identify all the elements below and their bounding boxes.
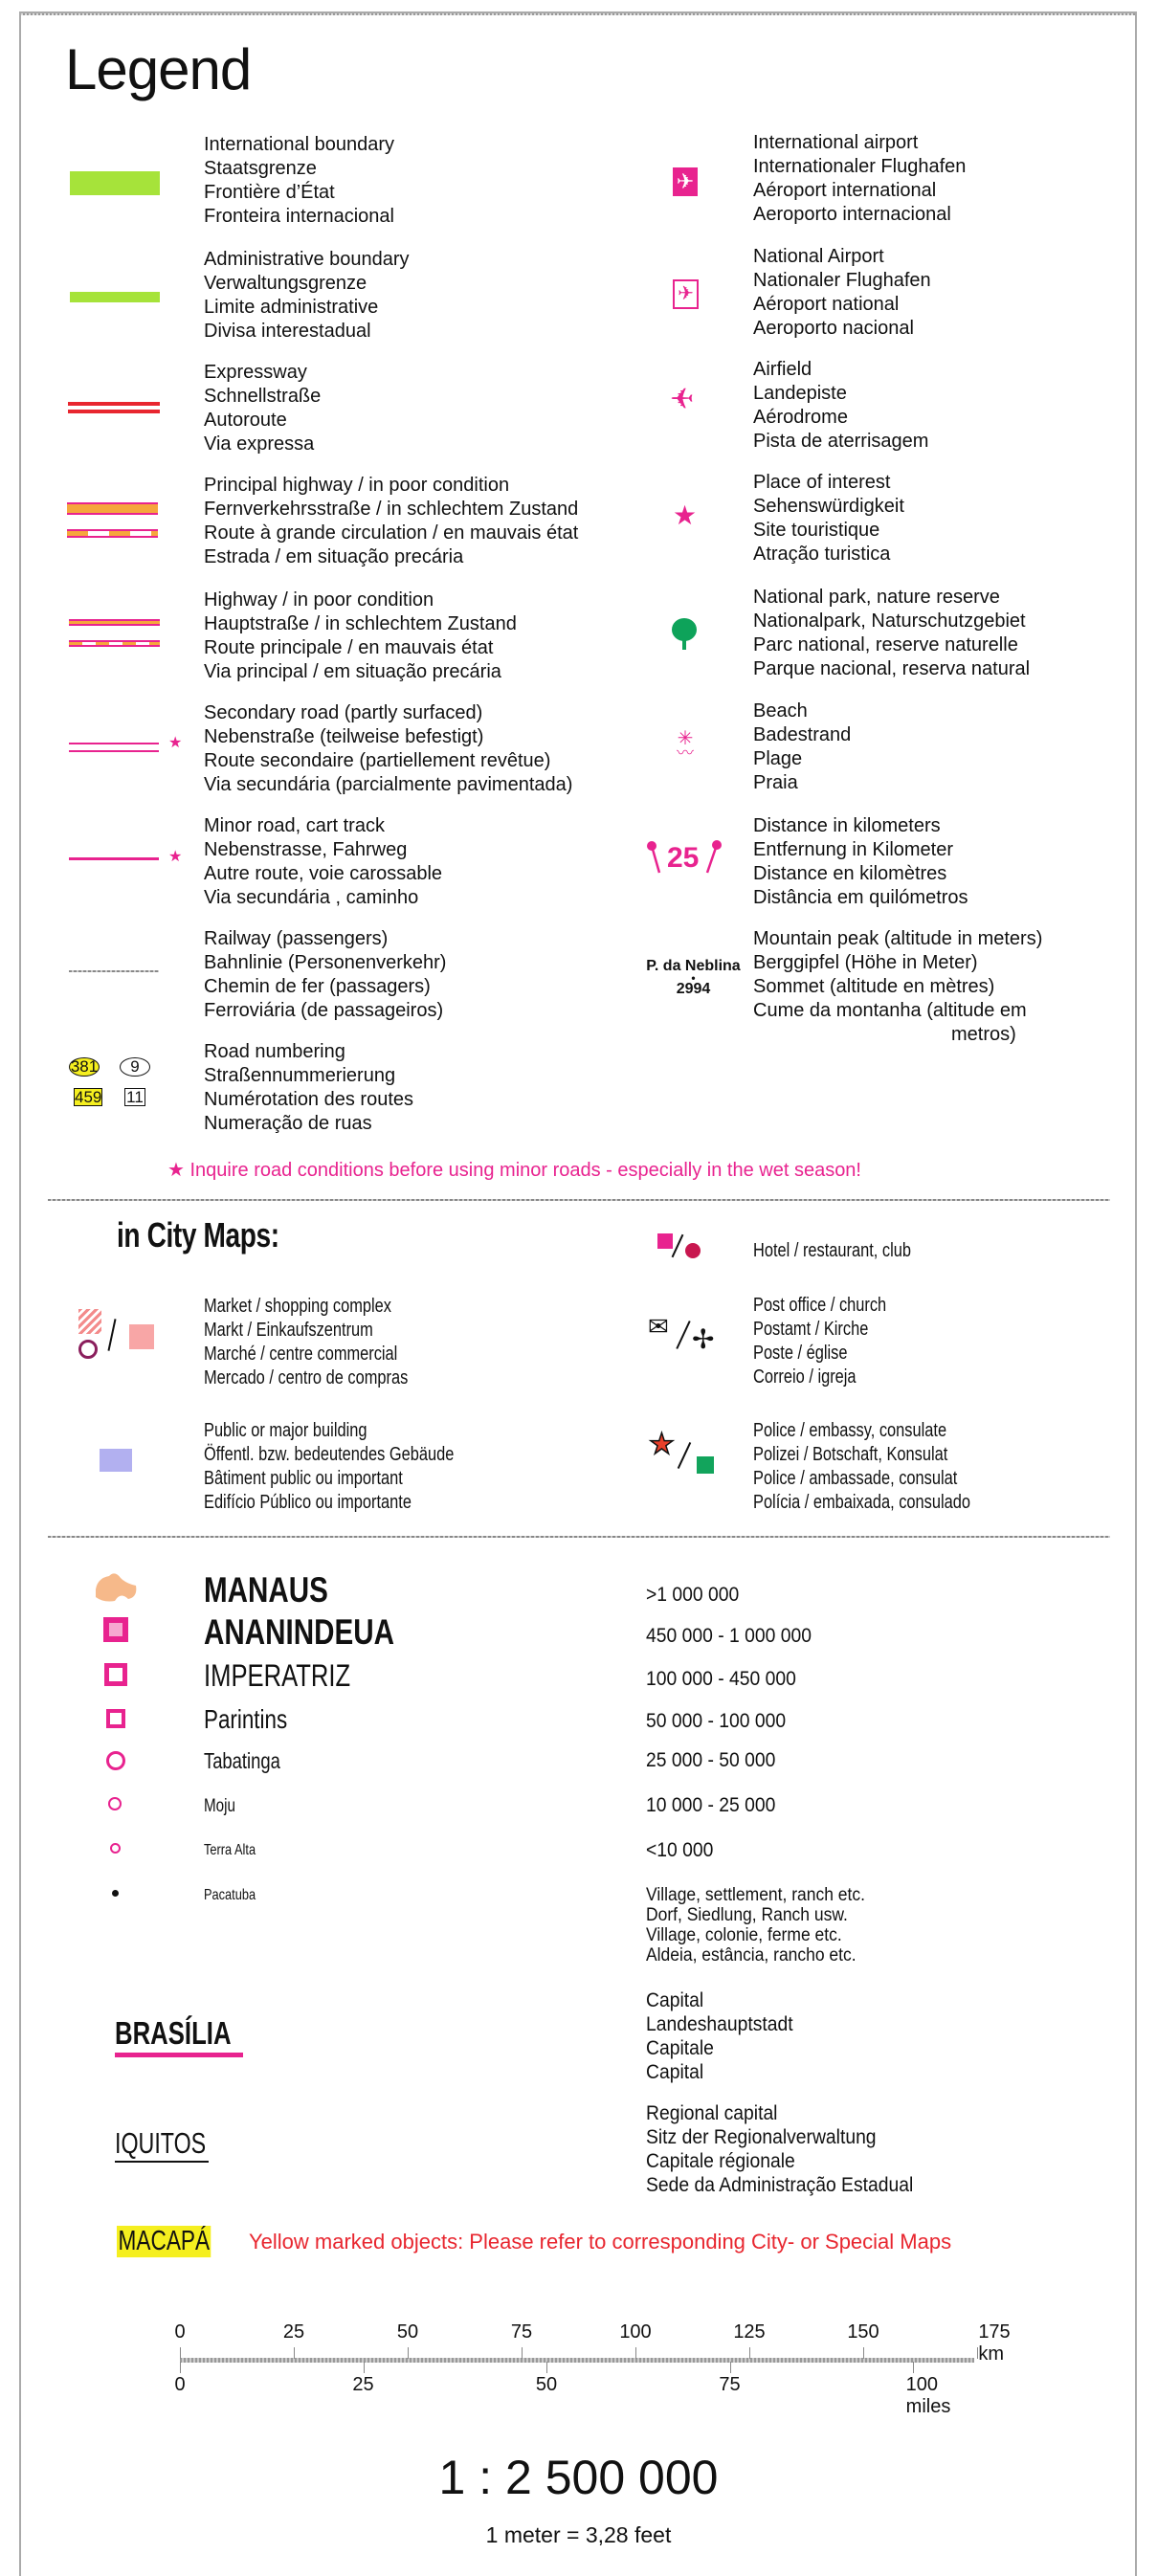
entry-line: Road numbering: [204, 1041, 345, 1062]
legend-entry-road-numbering: [204, 1040, 413, 1136]
entry-line: Parque nacional, reserva natural: [753, 658, 1031, 679]
beach-icon: ✳ 〰: [677, 728, 694, 763]
legend-entry-secondary-road: [204, 701, 572, 797]
international-airport-icon: ✈: [673, 167, 698, 196]
entry-line: Öffentl. bzw. bedeutendes Gebäude: [204, 1444, 455, 1465]
entry-line: Landeshauptstadt: [646, 2013, 793, 2035]
entry-line: Expressway: [204, 362, 307, 383]
entry-line: Regional capital: [646, 2102, 778, 2124]
scale-bar-line: [180, 2358, 974, 2363]
highway-symbol: [69, 619, 160, 648]
entry-line: Mercado / centro de compras: [204, 1367, 409, 1388]
entry-line: Distance in kilometers: [753, 815, 941, 836]
legend-entry-distance: [753, 814, 968, 910]
km-tick: [863, 2347, 864, 2359]
entry-line: Frontière d’État: [204, 182, 335, 203]
entry-line: International airport: [753, 132, 919, 153]
legend-entry-highway: [204, 588, 517, 684]
entry-line: Poste / église: [753, 1343, 848, 1364]
town-circle-small-icon: [110, 1843, 121, 1854]
secondary-road-symbol: [69, 743, 159, 752]
city-square-medium-icon: [104, 1663, 127, 1686]
mile-tick: [180, 2362, 181, 2373]
police-embassy-icon: [649, 1429, 716, 1481]
city-square-small-icon: [106, 1709, 125, 1728]
church-cross-icon: ✢: [692, 1324, 715, 1354]
entry-line: Place of interest: [753, 472, 891, 493]
mile-tick-label: 75: [719, 2374, 741, 2395]
airfield-icon: ✈: [670, 384, 695, 415]
population-range: 50 000 - 100 000: [646, 1710, 787, 1732]
railway-symbol: [69, 970, 159, 972]
large-city-area-icon: [92, 1570, 140, 1610]
national-airport-icon: ✈: [673, 279, 699, 309]
entry-line: Divisa interestadual: [204, 321, 371, 342]
yellow-marked-note: Yellow marked objects: Please refer to corresponding City- or Special Maps: [249, 2230, 952, 2254]
entry-line: Post office / church: [753, 1295, 887, 1316]
city-entry-hotel-restaurant: [753, 1239, 911, 1263]
legend-entry-national-park: [753, 586, 1030, 681]
entry-line: Berggipfel (Höhe in Meter): [753, 952, 978, 973]
entry-line: Police / embassy, consulate: [753, 1420, 947, 1441]
entry-line: International boundary: [204, 134, 395, 155]
legend-entry-beach: [753, 700, 851, 795]
entry-line: Capitale: [646, 2037, 714, 2059]
capital-underline: [115, 2053, 243, 2057]
entry-line: Railway (passengers): [204, 928, 389, 949]
town-name: IMPERATRIZ: [204, 1658, 351, 1693]
capital-name: BRASÍLIA: [115, 2015, 232, 2051]
mile-tick: [364, 2362, 365, 2373]
entry-line: Numeração de ruas: [204, 1113, 372, 1134]
minor-road-symbol: [69, 857, 159, 860]
village-description: [646, 1885, 865, 1965]
entry-line: Nebenstrasse, Fahrweg: [204, 839, 408, 860]
city-entry-police-embassy: [753, 1419, 970, 1515]
peak-name: P. da Neblina: [646, 958, 741, 974]
legend-entry-railway: [204, 927, 446, 1023]
entry-line: Via principal / em situação precária: [204, 661, 501, 682]
population-range: 10 000 - 25 000: [646, 1794, 776, 1816]
entry-line: Schnellstraße: [204, 386, 322, 407]
population-range: >1 000 000: [646, 1584, 740, 1606]
mile-tick-label: 50: [535, 2374, 558, 2395]
entry-line: Postamt / Kirche: [753, 1319, 869, 1340]
entry-line: Aéroport international: [753, 180, 937, 201]
entry-line: Capitale régionale: [646, 2150, 795, 2172]
km-tick-label: 75: [510, 2321, 533, 2343]
entry-line: Dorf, Siedlung, Ranch usw.: [646, 1905, 848, 1925]
km-tick-label: 50: [396, 2321, 419, 2343]
town-name: Terra Alta: [204, 1842, 256, 1858]
legend-title: Legend: [65, 37, 252, 101]
legend-entry-place-of-interest: [753, 471, 904, 566]
mile-tick: [913, 2362, 914, 2373]
km-tick-label: 25: [282, 2321, 305, 2343]
entry-line: Public or major building: [204, 1420, 367, 1441]
entry-line: Via expressa: [204, 433, 315, 455]
entry-line: Sommet (altitude en mètres): [753, 976, 995, 997]
entry-line: National Airport: [753, 246, 884, 267]
entry-line: Sehenswürdigkeit: [753, 496, 904, 517]
km-tick-label: 100: [619, 2321, 652, 2343]
entry-line: Polícia / embaixada, consulado: [753, 1492, 971, 1513]
entry-line: Aldeia, estância, rancho etc.: [646, 1945, 857, 1965]
entry-line: Airfield: [753, 359, 812, 380]
entry-line: Autre route, voie carossable: [204, 863, 443, 884]
town-name: ANANINDEUA: [204, 1612, 394, 1652]
mountain-peak-sample: [634, 958, 753, 998]
mile-tick: [730, 2362, 731, 2373]
entry-line: Highway / in poor condition: [204, 589, 434, 611]
town-name: MANAUS: [204, 1570, 328, 1610]
mile-tick: [546, 2362, 547, 2373]
public-building-icon: [100, 1449, 132, 1472]
entry-line: Polizei / Botschaft, Konsulat: [753, 1444, 948, 1465]
entry-line: Sede da Administração Estadual: [646, 2174, 914, 2196]
section-divider: [48, 1199, 1110, 1201]
town-name: Moju: [204, 1796, 235, 1816]
post-envelope-icon: ✉: [648, 1312, 669, 1341]
entry-line: Landepiste: [753, 383, 847, 404]
city-entry-market: [204, 1295, 408, 1390]
city-maps-title: in City Maps:: [117, 1215, 279, 1255]
entry-line: Distance en kilomètres: [753, 863, 947, 884]
entry-line: Straßennummerierung: [204, 1065, 396, 1086]
town-circle-medium-icon: [108, 1797, 122, 1810]
entry-line: Mountain peak (altitude in meters): [753, 928, 1043, 949]
entry-line: Chemin de fer (passagers): [204, 976, 431, 997]
town-name: Pacatuba: [204, 1887, 256, 1903]
entry-line: Parc national, reserve naturelle: [753, 634, 1018, 655]
city-entry-public-building: [204, 1419, 454, 1515]
star-icon: ★: [168, 849, 183, 865]
entry-line: Markt / Einkaufszentrum: [204, 1320, 373, 1341]
capital-sample: [115, 2015, 264, 2057]
mile-tick-label: 0: [174, 2374, 186, 2395]
entry-line: Aéroport national: [753, 294, 900, 315]
entry-line: Nationalpark, Naturschutzgebiet: [753, 611, 1026, 632]
entry-line: Marché / centre commercial: [204, 1344, 398, 1365]
legend-entry-administrative-boundary: [204, 248, 410, 344]
legend-entry-international-airport: [753, 131, 966, 227]
entry-line: Beach: [753, 700, 808, 722]
legend-entry-mountain-peak: [753, 927, 1042, 1047]
hotel-restaurant-icon: [656, 1230, 703, 1260]
town-circle-large-icon: [106, 1751, 125, 1770]
city-entry-post-church: [753, 1294, 886, 1389]
scale-ratio: 1 : 2 500 000: [438, 2451, 719, 2504]
entry-line: Ferroviária (de passageiros): [204, 1000, 444, 1021]
km-tick: [635, 2347, 636, 2359]
km-tick: [180, 2347, 181, 2359]
legend-entry-international-boundary: [204, 133, 394, 229]
capital-description: [646, 1988, 793, 2084]
village-dot-icon: [112, 1890, 119, 1897]
population-range: 450 000 - 1 000 000: [646, 1625, 812, 1647]
entry-line: Hauptstraße / in schlechtem Zustand: [204, 613, 517, 634]
entry-line: Internationaler Flughafen: [753, 156, 967, 177]
entry-line: Verwaltungsgrenze: [204, 273, 367, 294]
mile-tick-label: 25: [352, 2374, 374, 2395]
town-name: Tabatinga: [204, 1748, 280, 1773]
entry-line: Via secundária , caminho: [204, 887, 419, 908]
national-park-tree-icon: [670, 617, 699, 656]
road-number-box-white: 11: [124, 1088, 145, 1106]
expressway-symbol: [68, 400, 160, 415]
entry-line: National park, nature reserve: [753, 587, 1000, 608]
km-tick: [408, 2347, 409, 2359]
entry-line: Correio / igreja: [753, 1366, 857, 1388]
population-range: 100 000 - 450 000: [646, 1668, 796, 1690]
legend-frame: [19, 11, 1137, 2576]
road-number-box-yellow: 459: [75, 1088, 102, 1106]
entry-line: Aeroporto internacional: [753, 204, 951, 225]
star-icon: ★: [168, 735, 183, 751]
entry-line: Staatsgrenze: [204, 158, 317, 179]
entry-line: Nebenstraße (teilweise befestigt): [204, 726, 484, 747]
entry-line: Fronteira internacional: [204, 206, 394, 227]
legend-entry-airfield: [753, 358, 928, 454]
entry-line: Nationaler Flughafen: [753, 270, 931, 291]
km-tick-label: 175 km: [978, 2321, 1011, 2365]
administrative-boundary-symbol: [70, 292, 160, 302]
entry-line: Aeroporto nacional: [753, 318, 914, 339]
entry-line: Autoroute: [204, 410, 287, 431]
post-church-icon: [648, 1312, 724, 1364]
yellow-marked-sample: MACAPÁ: [118, 2226, 211, 2256]
entry-line: Route à grande circulation / en mauvais état: [204, 522, 579, 544]
entry-line: Badestrand: [753, 724, 852, 745]
legend-entry-expressway: [204, 361, 321, 456]
section-divider: [48, 1536, 1110, 1538]
entry-line: Route principale / en mauvais état: [204, 637, 494, 658]
entry-line: Atração turistica: [753, 544, 891, 565]
embassy-square-icon: [697, 1456, 714, 1474]
entry-line: Praia: [753, 772, 798, 793]
entry-line: Pista de aterrisagem: [753, 431, 929, 452]
road-number-badges: [67, 1057, 163, 1110]
peak-altitude: 2994: [676, 981, 711, 997]
entry-line: Route secondaire (partiellement revêtue): [204, 750, 551, 771]
entry-line: Numérotation des routes: [204, 1089, 414, 1110]
city-square-large-icon: [103, 1617, 128, 1642]
regional-capital-underline: [115, 2161, 209, 2163]
entry-line: Capital: [646, 2061, 704, 2083]
entry-line: Bâtiment public ou important: [204, 1468, 403, 1489]
distance-value: 25: [667, 842, 700, 874]
peak-dot-icon: •: [691, 971, 696, 985]
entry-line: Minor road, cart track: [204, 815, 385, 836]
entry-line: Via secundária (parcialmente pavimentada): [204, 774, 573, 795]
regional-capital-description: [646, 2101, 913, 2197]
km-tick-label: 0: [174, 2321, 186, 2343]
entry-line: Secondary road (partly surfaced): [204, 702, 483, 723]
road-conditions-note: ★ Inquire road conditions before using minor roads - especially in the wet season!: [167, 1160, 861, 1181]
market-shopping-icon: [77, 1309, 163, 1366]
entry-line: Market / shopping complex: [204, 1296, 391, 1317]
police-star-icon: ★: [649, 1429, 675, 1460]
entry-line: Bahnlinie (Personenverkehr): [204, 952, 447, 973]
km-tick-label: 150: [847, 2321, 879, 2343]
entry-line: Principal highway / in poor condition: [204, 475, 510, 496]
entry-line: Estrada / em situação precária: [204, 546, 464, 567]
legend-entry-national-airport: [753, 245, 931, 341]
legend-entry-principal-highway: [204, 474, 578, 569]
place-of-interest-star-icon: ★: [673, 500, 698, 530]
unit-conversion: 1 meter = 3,28 feet: [485, 2522, 672, 2547]
km-tick: [749, 2347, 750, 2359]
entry-line: Cume da montanha (altitude em: [753, 1000, 1027, 1021]
entry-line: Edifício Público ou importante: [204, 1492, 412, 1513]
town-name: Parintins: [204, 1704, 288, 1734]
km-tick-label: 125: [733, 2321, 766, 2343]
entry-line: Village, settlement, ranch etc.: [646, 1885, 865, 1905]
regional-capital-sample: [115, 2126, 236, 2163]
entry-line: Fernverkehrsstraße / in schlechtem Zustand: [204, 499, 579, 520]
legend-entry-minor-road: [204, 814, 442, 910]
entry-line: Sitz der Regionalverwaltung: [646, 2126, 877, 2148]
entry-line: Site touristique: [753, 520, 880, 541]
population-range: 25 000 - 50 000: [646, 1749, 776, 1771]
entry-line: Entfernung in Kilometer: [753, 839, 954, 860]
entry-line: Distância em quilómetros: [753, 887, 968, 908]
entry-line: Administrative boundary: [204, 249, 410, 270]
road-number-oval-white: 9: [120, 1057, 150, 1077]
international-boundary-symbol: [70, 171, 160, 195]
entry-line: Hotel / restaurant, club: [753, 1240, 911, 1261]
road-number-oval-yellow: 381: [70, 1057, 99, 1076]
km-tick: [294, 2347, 295, 2359]
entry-line: Village, colonie, ferme etc.: [646, 1925, 842, 1945]
entry-line: Plage: [753, 748, 803, 769]
entry-line: Aérodrome: [753, 407, 848, 428]
entry-line: Police / ambassade, consulat: [753, 1468, 958, 1489]
principal-highway-symbol: [67, 502, 158, 541]
entry-line: Capital: [646, 1989, 704, 2011]
population-range: <10 000: [646, 1839, 714, 1861]
entry-line: metros): [951, 1024, 1016, 1045]
km-tick: [522, 2347, 523, 2359]
entry-line: Limite administrative: [204, 297, 379, 318]
regional-capital-name: IQUITOS: [115, 2126, 207, 2160]
mile-tick-label: 100 miles: [905, 2374, 951, 2417]
